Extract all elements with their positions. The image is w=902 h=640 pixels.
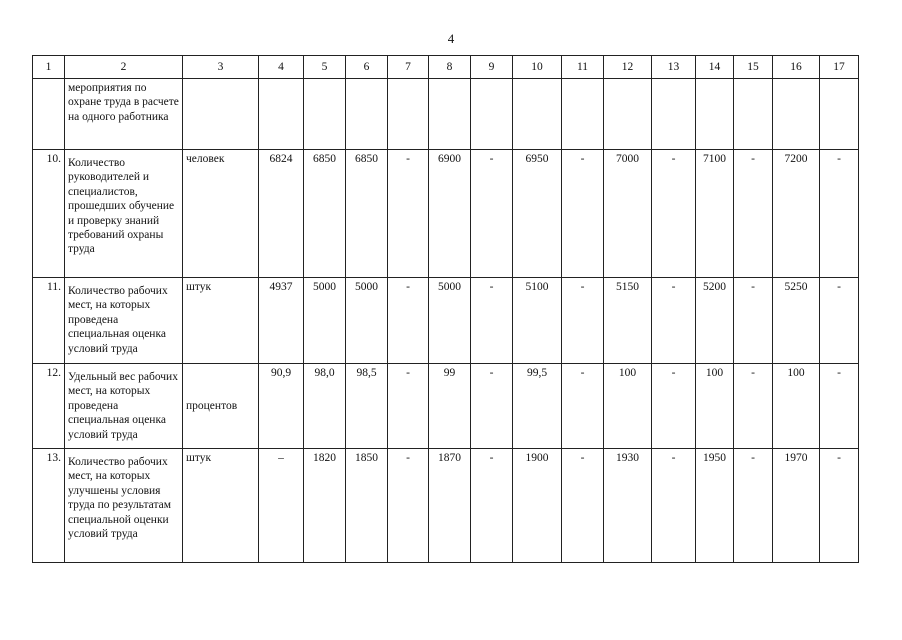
indicators-table: [32, 55, 859, 563]
value-cell: 4937: [259, 278, 304, 364]
unit-cell: штук: [183, 278, 259, 364]
table-row: [33, 449, 859, 563]
row-index: [33, 79, 65, 150]
column-header-2: 2: [65, 56, 183, 79]
column-header-15: 15: [734, 56, 773, 79]
unit-cell: штук: [183, 449, 259, 563]
value-cell: [346, 79, 388, 150]
value-cell: 1930: [604, 449, 652, 563]
value-cell: -: [652, 150, 696, 278]
value-cell: -: [734, 150, 773, 278]
value-cell: -: [388, 449, 429, 563]
value-cell: [734, 79, 773, 150]
value-cell: -: [471, 278, 513, 364]
table-row: [33, 364, 859, 449]
value-cell: 5000: [429, 278, 471, 364]
value-cell: 7200: [773, 150, 820, 278]
value-cell: [513, 79, 562, 150]
indicator-name: Количество руководителей и специалистов, прошедших обучение и проверку знаний требований охраны труда: [65, 150, 183, 278]
value-cell: 7100: [696, 150, 734, 278]
column-header-7: 7: [388, 56, 429, 79]
column-header-14: 14: [696, 56, 734, 79]
column-header-10: 10: [513, 56, 562, 79]
row-index: 10.: [33, 150, 65, 278]
value-cell: [562, 79, 604, 150]
value-cell: -: [652, 278, 696, 364]
value-cell: 1870: [429, 449, 471, 563]
value-cell: [820, 79, 859, 150]
value-cell: 5150: [604, 278, 652, 364]
value-cell: -: [652, 449, 696, 563]
value-cell: 1970: [773, 449, 820, 563]
table-row: [33, 278, 859, 364]
unit-cell: процентов: [183, 364, 259, 449]
value-cell: 98,5: [346, 364, 388, 449]
value-cell: -: [471, 364, 513, 449]
indicator-name: Количество рабочих мест, на которых улучшены условия труда по результатам специальной оценки условий труда: [65, 449, 183, 563]
column-header-8: 8: [429, 56, 471, 79]
value-cell: [259, 79, 304, 150]
row-index: 13.: [33, 449, 65, 563]
value-cell: 5000: [346, 278, 388, 364]
value-cell: [696, 79, 734, 150]
value-cell: -: [562, 278, 604, 364]
value-cell: 6900: [429, 150, 471, 278]
column-number-row: [33, 56, 859, 79]
value-cell: -: [388, 364, 429, 449]
value-cell: [471, 79, 513, 150]
value-cell: –: [259, 449, 304, 563]
column-header-6: 6: [346, 56, 388, 79]
value-cell: -: [820, 364, 859, 449]
indicator-name: мероприятия по охране труда в расчете на одного работника: [65, 79, 183, 150]
value-cell: [429, 79, 471, 150]
value-cell: [388, 79, 429, 150]
value-cell: [652, 79, 696, 150]
value-cell: 1850: [346, 449, 388, 563]
value-cell: -: [388, 150, 429, 278]
value-cell: 7000: [604, 150, 652, 278]
value-cell: -: [471, 449, 513, 563]
value-cell: [304, 79, 346, 150]
value-cell: -: [388, 278, 429, 364]
value-cell: 5000: [304, 278, 346, 364]
column-header-13: 13: [652, 56, 696, 79]
row-index: 12.: [33, 364, 65, 449]
value-cell: -: [820, 449, 859, 563]
value-cell: -: [471, 150, 513, 278]
value-cell: -: [562, 364, 604, 449]
value-cell: -: [820, 278, 859, 364]
value-cell: -: [820, 150, 859, 278]
value-cell: 100: [604, 364, 652, 449]
column-header-4: 4: [259, 56, 304, 79]
value-cell: -: [652, 364, 696, 449]
unit-cell: человек: [183, 150, 259, 278]
column-header-16: 16: [773, 56, 820, 79]
column-header-3: 3: [183, 56, 259, 79]
column-header-1: 1: [33, 56, 65, 79]
value-cell: 99: [429, 364, 471, 449]
value-cell: 6950: [513, 150, 562, 278]
table-row: [33, 150, 859, 278]
value-cell: 1820: [304, 449, 346, 563]
unit-cell: [183, 79, 259, 150]
row-index: 11.: [33, 278, 65, 364]
value-cell: 90,9: [259, 364, 304, 449]
value-cell: 6824: [259, 150, 304, 278]
value-cell: [773, 79, 820, 150]
table-row: [33, 79, 859, 150]
indicator-name: Удельный вес рабочих мест, на которых проведена специальная оценка условий труда: [65, 364, 183, 449]
indicator-name: Количество рабочих мест, на которых проведена специальная оценка условий труда: [65, 278, 183, 364]
value-cell: 100: [773, 364, 820, 449]
value-cell: 5200: [696, 278, 734, 364]
value-cell: 6850: [304, 150, 346, 278]
value-cell: 100: [696, 364, 734, 449]
column-header-17: 17: [820, 56, 859, 79]
value-cell: [604, 79, 652, 150]
value-cell: 1950: [696, 449, 734, 563]
column-header-12: 12: [604, 56, 652, 79]
column-header-11: 11: [562, 56, 604, 79]
value-cell: -: [562, 150, 604, 278]
value-cell: -: [734, 449, 773, 563]
value-cell: 98,0: [304, 364, 346, 449]
value-cell: 5100: [513, 278, 562, 364]
value-cell: -: [734, 364, 773, 449]
column-header-9: 9: [471, 56, 513, 79]
column-header-5: 5: [304, 56, 346, 79]
value-cell: 1900: [513, 449, 562, 563]
value-cell: -: [562, 449, 604, 563]
value-cell: -: [734, 278, 773, 364]
value-cell: 5250: [773, 278, 820, 364]
value-cell: 99,5: [513, 364, 562, 449]
value-cell: 6850: [346, 150, 388, 278]
page-number: 4: [447, 31, 455, 46]
